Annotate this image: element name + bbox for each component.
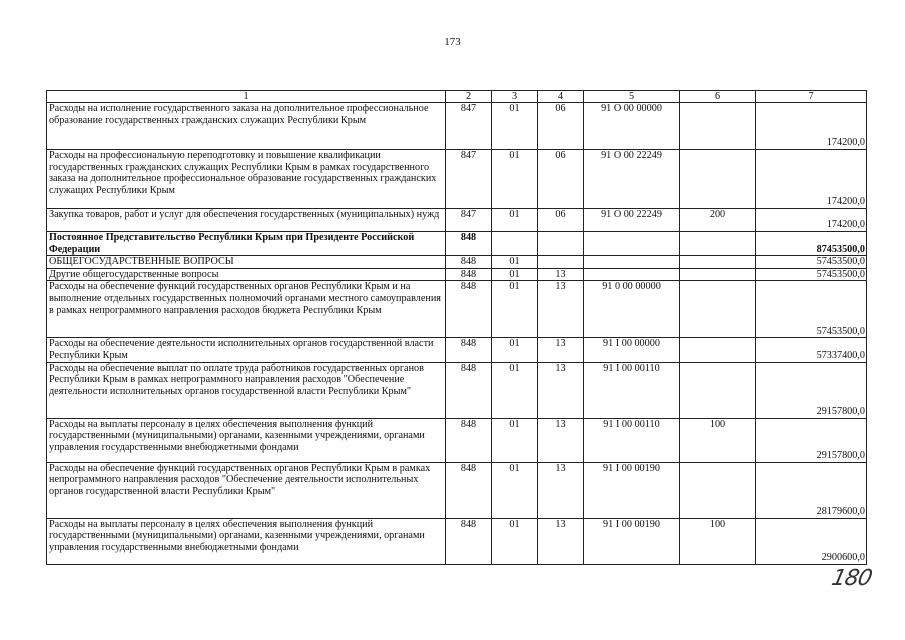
row-amount-cell: 57453500,0	[756, 256, 867, 269]
row-section-cell: 01	[492, 362, 538, 418]
header-col-4: 4	[538, 91, 584, 103]
row-amount-cell: 57453500,0	[756, 281, 867, 338]
row-name-cell: Расходы на профессиональную переподготовку и повышение квалификации государственных гражданских служащих Республики Крым в рамках государственного заказа на дополнительное профессиональное образование государственных гражданских служащих Республики Крым	[47, 150, 446, 209]
row-admin-code-cell: 848	[446, 462, 492, 518]
row-expense-type-cell	[680, 362, 756, 418]
row-subsection-cell: 13	[538, 418, 584, 462]
row-section-cell: 01	[492, 103, 538, 150]
row-target-article-cell: 91 I 00 00190	[584, 518, 680, 564]
row-amount-cell: 28179600,0	[756, 462, 867, 518]
table-row	[47, 418, 867, 462]
row-expense-type-cell	[680, 338, 756, 362]
row-amount-cell: 29157800,0	[756, 418, 867, 462]
row-name-cell: Расходы на выплаты персоналу в целях обеспечения выполнения функций государственными (муниципальными) органами, казенными учреждениями, органами управления государственными внебюджетными фондами	[47, 418, 446, 462]
row-section-cell	[492, 232, 538, 256]
row-subsection-cell: 13	[538, 281, 584, 338]
row-section-cell: 01	[492, 209, 538, 232]
row-section-cell: 01	[492, 338, 538, 362]
row-target-article-cell: 91 О 00 22249	[584, 209, 680, 232]
row-subsection-cell	[538, 256, 584, 269]
row-subsection-cell: 13	[538, 338, 584, 362]
table-row	[47, 338, 867, 362]
row-name-cell: Другие общегосударственные вопросы	[47, 268, 446, 281]
row-name-cell: Расходы на обеспечение деятельности исполнительных органов государственной власти Республики Крым	[47, 338, 446, 362]
table-row	[47, 362, 867, 418]
table-row	[47, 256, 867, 269]
row-subsection-cell: 06	[538, 150, 584, 209]
row-section-cell: 01	[492, 281, 538, 338]
row-expense-type-cell: 100	[680, 418, 756, 462]
row-target-article-cell: 91 О 00 00000	[584, 103, 680, 150]
row-section-cell: 01	[492, 268, 538, 281]
table-row	[47, 209, 867, 232]
row-admin-code-cell: 848	[446, 232, 492, 256]
row-expense-type-cell	[680, 268, 756, 281]
row-name-cell: Расходы на выплаты персоналу в целях обеспечения выполнения функций государственными (муниципальными) органами, казенными учреждениями, органами управления государственными внебюджетными фондами	[47, 518, 446, 564]
row-expense-type-cell	[680, 281, 756, 338]
row-admin-code-cell: 848	[446, 338, 492, 362]
row-amount-cell: 2900600,0	[756, 518, 867, 564]
table-header-row	[47, 91, 867, 103]
row-target-article-cell: 91 О 00 22249	[584, 150, 680, 209]
row-name-cell: ОБЩЕГОСУДАРСТВЕННЫЕ ВОПРОСЫ	[47, 256, 446, 269]
row-admin-code-cell: 848	[446, 362, 492, 418]
row-target-article-cell: 91 I 00 00000	[584, 338, 680, 362]
table-row	[47, 268, 867, 281]
row-section-cell: 01	[492, 462, 538, 518]
row-section-cell: 01	[492, 150, 538, 209]
row-amount-cell: 174200,0	[756, 209, 867, 232]
table-row	[47, 281, 867, 338]
row-expense-type-cell	[680, 232, 756, 256]
row-admin-code-cell: 847	[446, 150, 492, 209]
row-subsection-cell: 13	[538, 462, 584, 518]
row-expense-type-cell	[680, 256, 756, 269]
row-amount-cell: 174200,0	[756, 103, 867, 150]
row-name-cell: Расходы на обеспечение выплат по оплате труда работников государственных органов Республики Крым в рамках непрограммного направления расходов "Обеспечение деятельности исполнительных органов государственной власти Республики Крым"	[47, 362, 446, 418]
row-subsection-cell: 06	[538, 103, 584, 150]
row-admin-code-cell: 848	[446, 281, 492, 338]
table-row	[47, 150, 867, 209]
row-admin-code-cell: 848	[446, 418, 492, 462]
row-section-cell: 01	[492, 256, 538, 269]
row-admin-code-cell: 848	[446, 256, 492, 269]
row-target-article-cell: 91 I 00 00190	[584, 462, 680, 518]
row-name-cell: Постоянное Представительство Республики Крым при Президенте Российской Федерации	[47, 232, 446, 256]
row-subsection-cell: 13	[538, 268, 584, 281]
row-target-article-cell	[584, 268, 680, 281]
row-subsection-cell: 06	[538, 209, 584, 232]
header-col-5: 5	[584, 91, 680, 103]
row-name-cell: Расходы на обеспечение функций государственных органов Республики Крым в рамках непрограммного направления расходов "Обеспечение деятельности исполнительных органов государственной власти Республики Крым"	[47, 462, 446, 518]
row-expense-type-cell: 200	[680, 209, 756, 232]
table-row	[47, 232, 867, 256]
table-row	[47, 103, 867, 150]
row-admin-code-cell: 847	[446, 209, 492, 232]
row-target-article-cell: 91 0 00 00000	[584, 281, 680, 338]
row-subsection-cell: 13	[538, 518, 584, 564]
table-row	[47, 462, 867, 518]
header-col-6: 6	[680, 91, 756, 103]
row-name-cell: Расходы на обеспечение функций государственных органов Республики Крым и на выполнение отдельных государственных полномочий органами местного самоуправления в рамках непрограммного направления расходов бюджета Республики Крым	[47, 281, 446, 338]
table-row	[47, 518, 867, 564]
row-name-cell: Закупка товаров, работ и услуг для обеспечения государственных (муниципальных) нужд	[47, 209, 446, 232]
row-subsection-cell: 13	[538, 362, 584, 418]
row-target-article-cell	[584, 256, 680, 269]
row-amount-cell: 87453500,0	[756, 232, 867, 256]
row-amount-cell: 57453500,0	[756, 268, 867, 281]
row-amount-cell: 57337400,0	[756, 338, 867, 362]
page-number: 173	[444, 36, 461, 48]
row-amount-cell: 29157800,0	[756, 362, 867, 418]
row-expense-type-cell	[680, 150, 756, 209]
row-expense-type-cell	[680, 462, 756, 518]
header-col-3: 3	[492, 91, 538, 103]
row-subsection-cell	[538, 232, 584, 256]
handwritten-page-number: 180	[829, 566, 874, 591]
row-target-article-cell: 91 I 00 00110	[584, 418, 680, 462]
budget-table	[46, 90, 867, 565]
row-section-cell: 01	[492, 518, 538, 564]
row-amount-cell: 174200,0	[756, 150, 867, 209]
row-admin-code-cell: 847	[446, 103, 492, 150]
header-col-1: 1	[47, 91, 446, 103]
row-expense-type-cell: 100	[680, 518, 756, 564]
row-section-cell: 01	[492, 418, 538, 462]
header-col-2: 2	[446, 91, 492, 103]
header-col-7: 7	[756, 91, 867, 103]
row-admin-code-cell: 848	[446, 518, 492, 564]
row-target-article-cell	[584, 232, 680, 256]
row-expense-type-cell	[680, 103, 756, 150]
row-name-cell: Расходы на исполнение государственного заказа на дополнительное профессиональное образование государственных гражданских служащих Республики Крым	[47, 103, 446, 150]
row-admin-code-cell: 848	[446, 268, 492, 281]
row-target-article-cell: 91 I 00 00110	[584, 362, 680, 418]
